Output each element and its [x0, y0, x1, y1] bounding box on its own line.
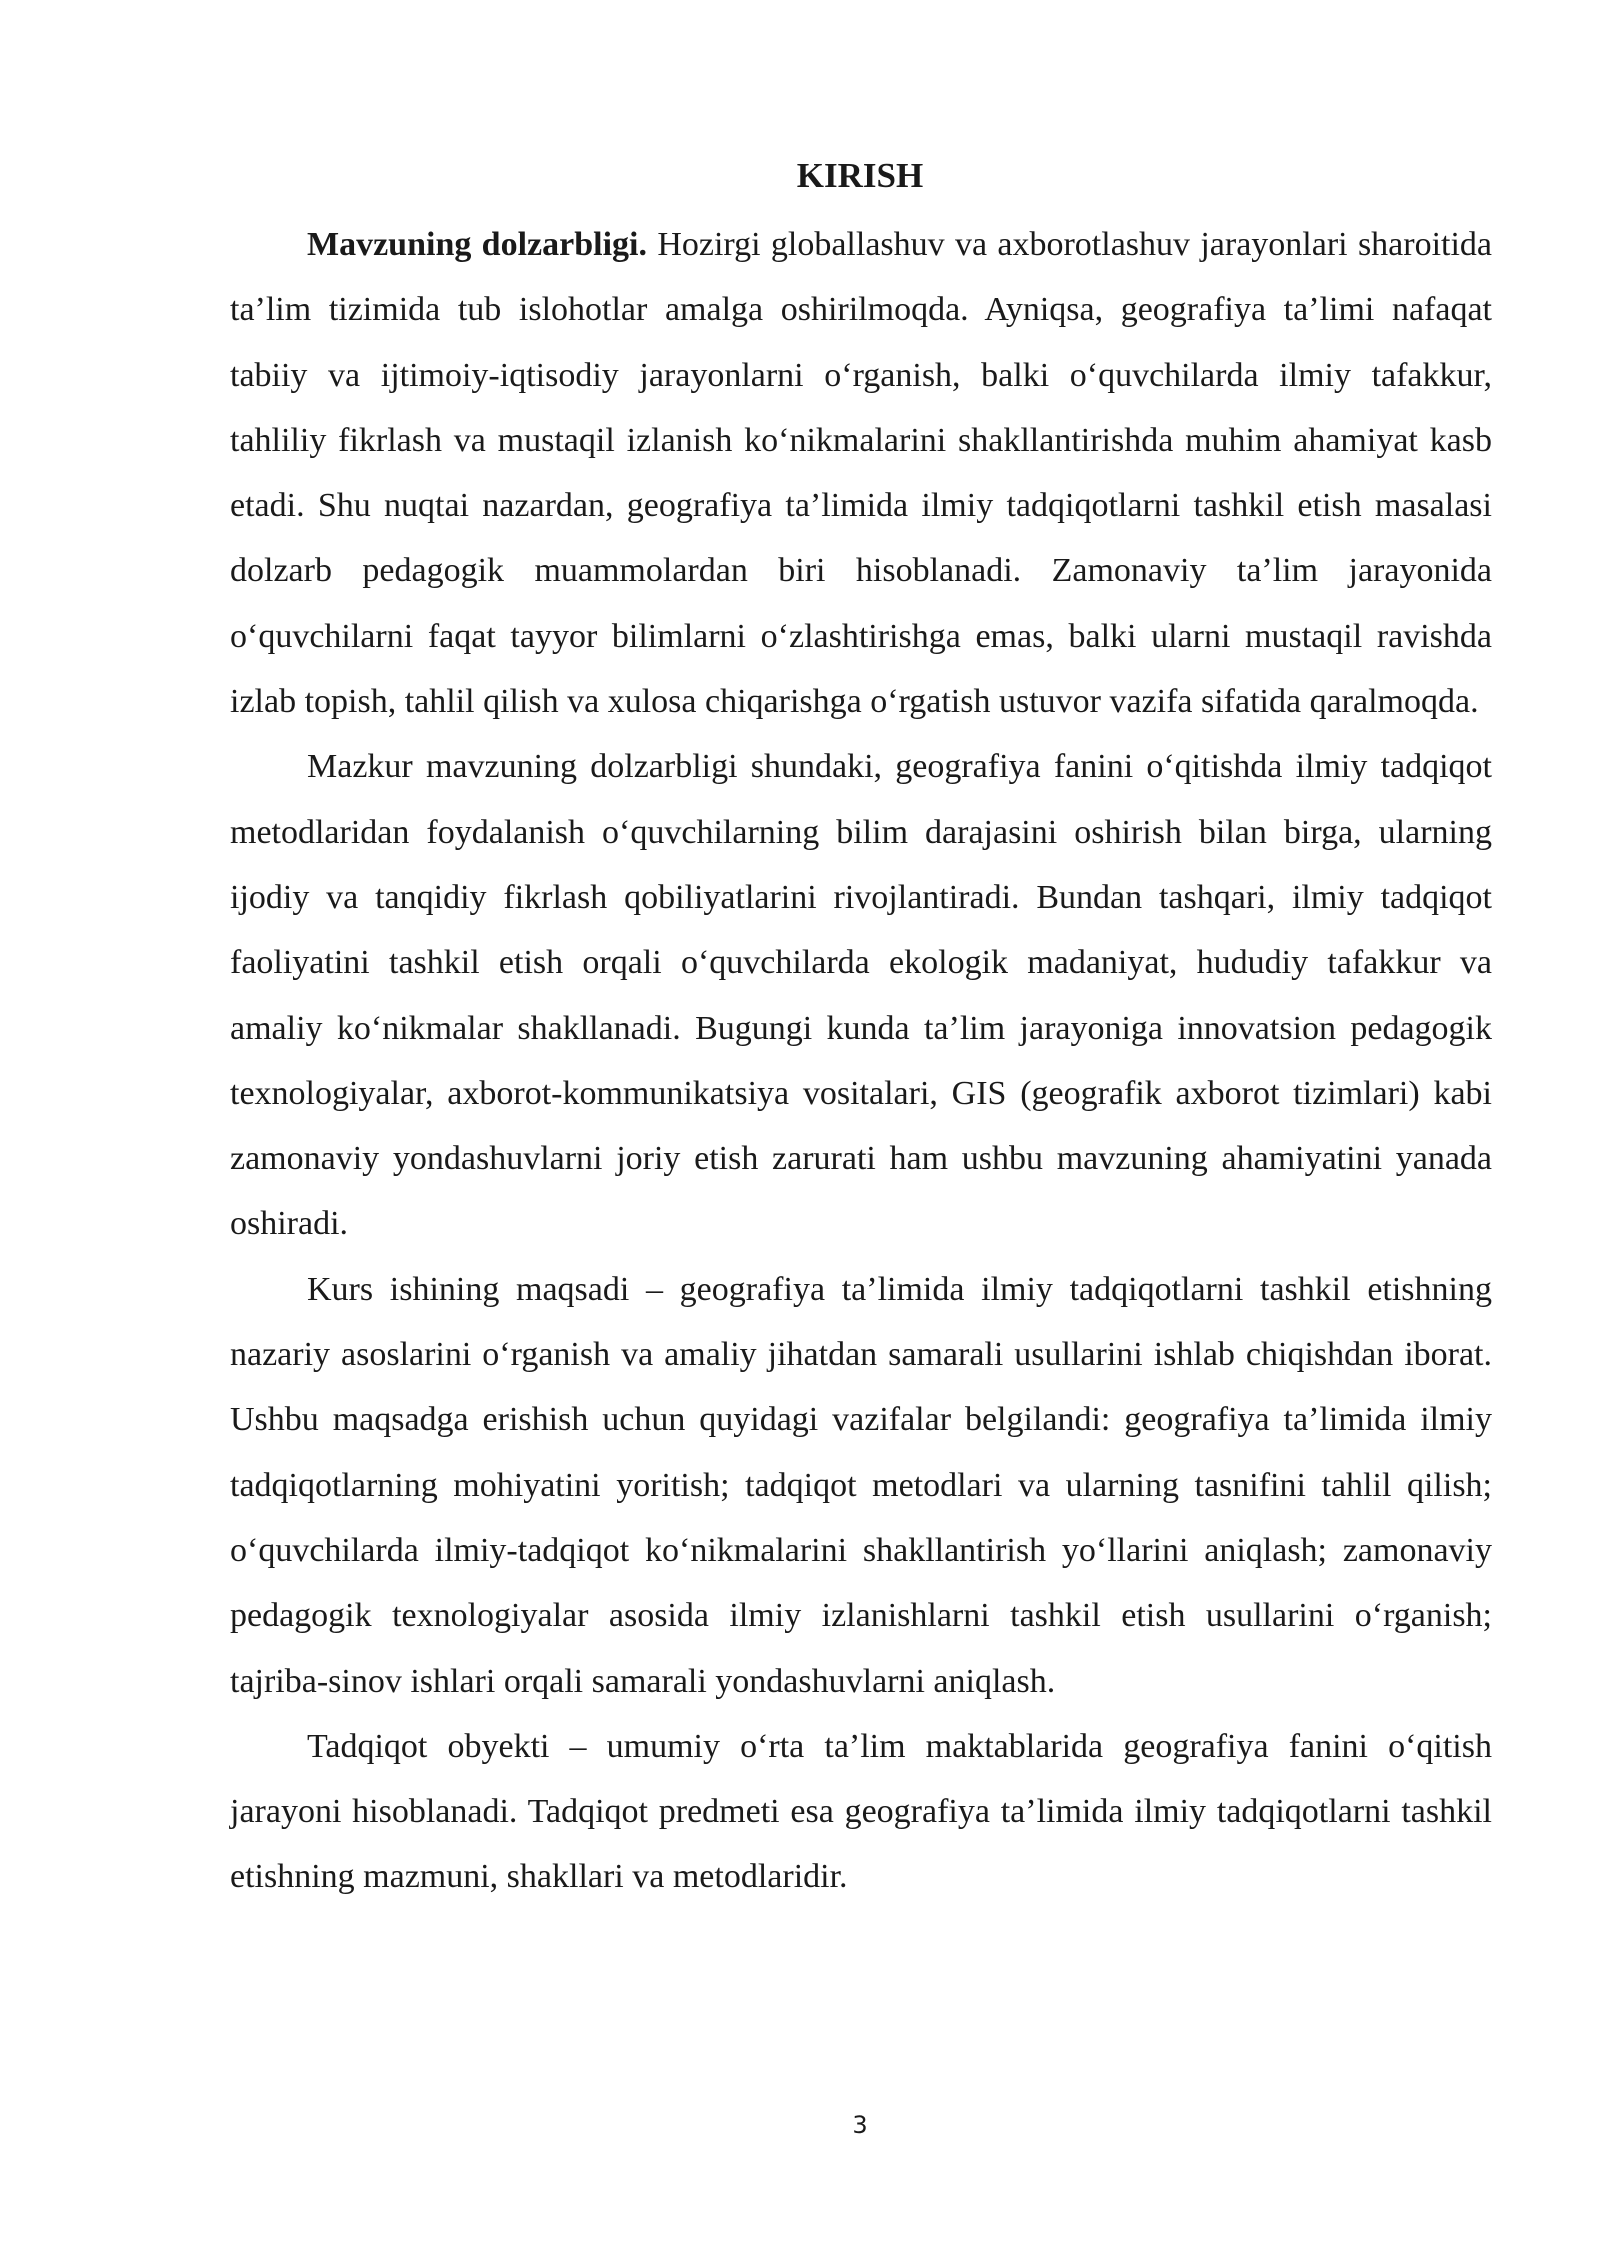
paragraph-text: Hozirgi globallashuv va axborotlashuv jarayonlari sharoitida ta’lim tizimida tub islohotlar amalga oshirilmoqda. Ayniqsa, geografiya ta’limi nafaqat tabiiy va ijtimoiy-iqtisodiy jarayonlarni o‘rganish, balki o‘quvchilarda ilmiy tafakkur, tahliliy fikrlash va mustaqil izlanish ko‘nikmalarini shakllantirishda muhim ahamiyat kasb etadi. Shu nuqtai nazardan, geografiya ta’limida ilmiy tadqiqotlarni tashkil etish masalasi dolzarb pedagogik muammolardan biri hisoblanadi. Zamonaviy ta’lim jarayonida o‘quvchilarni faqat tayyor bilimlarni o‘zlashtirishga emas, balki ularni mustaqil ravishda izlab topish, tahlil qilish va xulosa chiqarishga o‘rgatish ustuvor vazifa sifatida qaralmoqda. [230, 226, 1493, 721]
paragraph-relevance [230, 212, 1492, 734]
page-title: KIRISH [796, 156, 924, 195]
paragraph-text: Tadqiqot obyekti – umumiy o‘rta ta’lim maktablarida geografiya fanini o‘qitish jarayoni hisoblanadi. Tadqiqot predmeti esa geografiya ta’limida ilmiy tadqiqotlarni tashkil etishning mazmuni, shakllari va metodlaridir. [230, 1727, 1492, 1896]
document-body [230, 212, 1492, 1910]
paragraph-object [230, 1714, 1492, 1910]
paragraph-text: Mazkur mavzuning dolzarbligi shundaki, geografiya fanini o‘qitishda ilmiy tadqiqot metodlaridan foydalanish o‘quvchilarning bilim darajasini oshirish bilan birga, ularning ijodiy va tanqidiy fikrlash qobiliyatlarini rivojlantiradi. Bundan tashqari, ilmiy tadqiqot faoliyatini tashkil etish orqali o‘quvchilarda ekologik madaniyat, hududiy tafakkur va amaliy ko‘nikmalar shakllanadi. Bugungi kunda ta’lim jarayoniga innovatsion pedagogik texnologiyalar, axborot-kommunikatsiya vositalari, GIS (geografik axborot tizimlari) kabi zamonaviy yondashuvlarni joriy etish zarurati ham ushbu mavzuning ahamiyatini yanada oshiradi. [230, 748, 1492, 1243]
paragraph-aims [230, 1257, 1492, 1714]
page-number: 3 [852, 2111, 868, 2139]
paragraph-text: Kurs ishining maqsadi – geografiya ta’limida ilmiy tadqiqotlarni tashkil etishning nazariy asoslarini o‘rganish va amaliy jihatdan samarali usullarini ishlab chiqishdan iborat. Ushbu maqsadga erishish uchun quyidagi vazifalar belgilandi: geografiya ta’limida ilmiy tadqiqotlarning mohiyatini yoritish; tadqiqot metodlari va ularning tasnifini tahlil qilish; o‘quvchilarda ilmiy-tadqiqot ko‘nikmalarini shakllantirish yo‘llarini aniqlash; zamonaviy pedagogik texnologiyalar asosida ilmiy izlanishlarni tashkil etish usullarini o‘rganish; tajriba-sinov ishlari orqali samarali yondashuvlarni aniqlash. [230, 1270, 1492, 1700]
paragraph-significance [230, 734, 1492, 1256]
paragraph-lead: Mavzuning dolzarbligi. [307, 226, 647, 263]
